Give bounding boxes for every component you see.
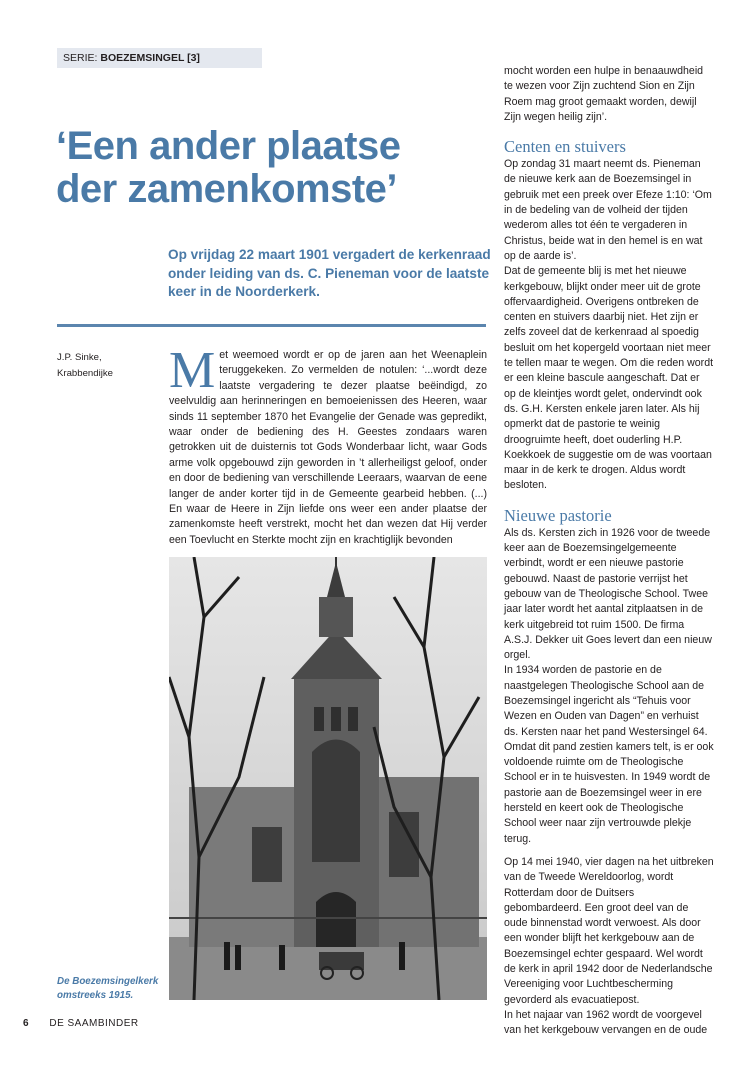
continuation-paragraph: mocht worden een hulpe in benaauwdheid te wezen voor Zijn zuchtend Sion en Zijn Roem mag groot gemaakt worden, dewijl Zijn wegen heilig zijn’.	[504, 65, 704, 123]
section-heading-pastorie: Nieuwe pastorie	[504, 505, 612, 525]
series-name: BOEZEMSINGEL [3]	[100, 52, 200, 64]
page-footer	[23, 1018, 139, 1029]
title-line-2: der zamenkomste’	[56, 167, 398, 211]
section1-paragraph-1: Op zondag 31 maart neemt ds. Pieneman de nieuwe kerk aan de Boezemsingel in gebruik met een preek over Efeze 1:10: ‘Om in de bedeling van de volheid der tijden wederom alles tot één te vergaderen in Christus, beide wat in den hemel is en wat op de aarde is’.	[504, 158, 712, 262]
section1-paragraph-2: Dat de gemeente blij is met het nieuwe kerkgebouw, blijkt onder meer uit de grote offervaardigheid. Overigens ontbreken de centen en stuivers daarbij niet. Het zijn er zelfs zoveel dat de kerkenraad al spoedig besluit om het kopergeld voortaan niet meer te tellen maar te wegen. Om die reden wordt er een kleine bascule aangeschaft. Dat er op de kleintjes wordt gelet, ondervindt ook ds. G.H. Kersten enkele jaren later. Als hij opmerkt dat de pastorie te weinig droogruimte heeft, doet ouderling H.P. Koekkoek de suggestie om de was voortaan maar in de kerk te drogen. Aldus wordt besloten.	[504, 265, 714, 492]
author-name: J.P. Sinke,	[57, 352, 102, 363]
church-photo	[169, 557, 487, 1000]
body-text-right	[504, 64, 714, 1039]
body-text-left	[169, 342, 487, 548]
section2-paragraph-1: Als ds. Kersten zich in 1926 voor de tweede keer aan de Boezemsingelgemeente verbindt, wordt er een nieuwe pastorie gebouwd. Naast de pastorie verrijst het gebouw van de Theologische School. Twee jaar later wordt het aantal zitplaatsen in de kerk uitgebreid tot ruim 1500. De firma A.S.J. Dekker uit Goes levert dan een nieuw orgel.	[504, 526, 712, 662]
drop-cap: M	[169, 342, 216, 399]
title-line-1: ‘Een ander plaatse	[56, 124, 401, 168]
article-intro: Op vrijdag 22 maart 1901 vergadert de kerkenraad onder leiding van ds. C. Pieneman voor de laatste keer in de Noorderkerk.	[168, 247, 491, 300]
page-number: 6	[23, 1018, 29, 1029]
magazine-name: DE SAAMBINDER	[49, 1018, 139, 1029]
series-label	[57, 48, 262, 68]
author-credit	[57, 350, 157, 382]
article-title	[56, 125, 476, 211]
photo-caption: De Boezemsingelkerk omstreeks 1915.	[57, 976, 159, 1001]
section2-paragraph-3: Op 14 mei 1940, vier dagen na het uitbreken van de Tweede Wereldoorlog, wordt Rotterdam door de Duitsers gebombardeerd. Een groot deel van de oude binnenstad wordt verwoest. Als door een wonder blijft het kerkgebouw aan de Boezemsingel echter gespaard. Wel wordt de kerk in april 1942 door de Nederlandsche Vereeniging voor Luchtbescherming gevorderd als evacuatiepost.	[504, 855, 714, 1006]
divider-rule	[57, 324, 486, 327]
body-first-paragraph: et weemoed wordt er op de jaren aan het Weenaplein teruggekeken. Zo vermelden de notulen: ‘...wordt deze laatste vergadering te dezer plaatse beëindigd, zo veelvuldig aan herinneringen en bemoeienissen des Heeren, waar sinds 11 september 1870 het Evangelie der Genade was gepredikt, waar onder de bediening des H. Geestes zondaars waren getrokken uit de duisternis tot Gods Wonderbaar licht, waar Gods arme volk opgebouwd zijn geworden in ’t allerheiligst geloof, onder en door de bediening van verschillende Leeraars, waarvan de eene langer de ander korter tijd in de Gemeente gearbeid hebben. (...) En waar de Heere in Zijn liefde ons weer een ander plaatse der zamenkomste heeft verstrekt, mocht het dan wezen dat Hij verder een Toevlucht en Sterkte mocht zijn en krachtiglijk bevonden	[169, 349, 487, 546]
section2-paragraph-4: In het najaar van 1962 wordt de voorgevel van het kerkgebouw vervangen en de oude	[504, 1008, 708, 1037]
section2-paragraph-2: In 1934 worden de pastorie en de naastgelegen Theologische School aan de Boezemsingel ingericht als “Tehuis voor Wezen en Ouden van Dagen” en verhuist ds. Kersten naar het pand Westersingel 64. Omdat dit pand zestien kamers telt, is er ook voldoende ruimte om de Theologische School er in te huisvesten. In 1949 wordt de pastorie aan de Boezemsingel weer in ere hersteld en keert ook de Theologische School weer naar zijn vertrouwde plekje terug.	[504, 664, 714, 845]
series-prefix: SERIE:	[63, 52, 101, 64]
section-heading-centen: Centen en stuivers	[504, 137, 626, 157]
author-place: Krabbendijke	[57, 368, 114, 379]
